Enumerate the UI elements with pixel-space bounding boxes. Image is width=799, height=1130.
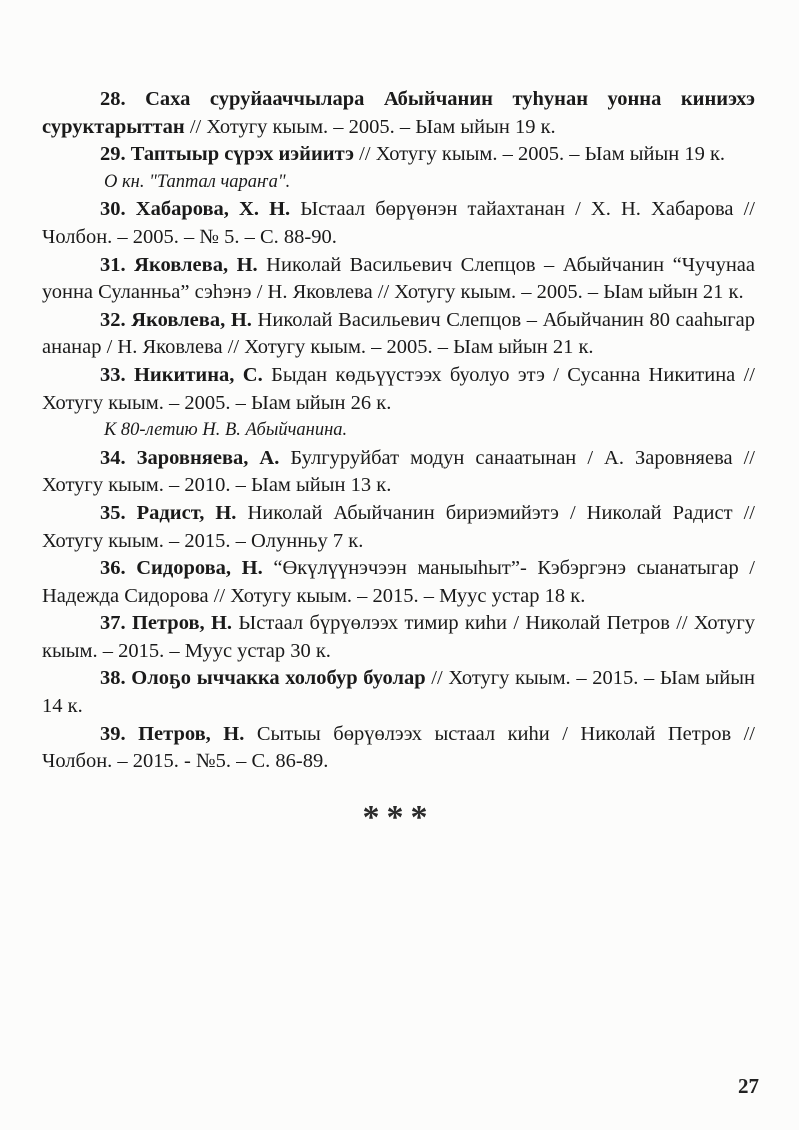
entry-number: 31. — [100, 253, 126, 276]
entry-title: Петров, Н. — [138, 722, 245, 745]
entry-source: “Өкүлүүнэчээн маныыһыт”- Кэбэргэнэ сыанатыгар / Надежда Сидорова // Хотугу кыым. – 2015. – Муус устар 18 к. — [42, 557, 755, 607]
entry-heading — [100, 309, 252, 331]
entry-source: Николай Абыйчанин бириэмийэтэ / Николай Радист // Хотугу кыым. – 2015. – Олунньу 7 к. — [42, 501, 755, 552]
entry-source: Ыстаал бүрүөлээх тимир киһи / Николай Петров // Хотугу кыым. – 2015. – Муус устар 30 к. — [42, 612, 756, 662]
entry-source: Ыстаал бөрүөнэн тайахтанан / Х. Н. Хабарова // Чолбон. – 2005. – № 5. – С. 88-90. — [42, 198, 755, 248]
entry-title: Радист, Н. — [136, 501, 237, 524]
entry-title: Саха суруйааччылара Абыйчанин туһунан уонна киниэхэ суруктарыттан — [42, 88, 756, 138]
bibliography-entry-30 — [42, 196, 755, 251]
entry-number: 39. — [100, 722, 126, 745]
entry-note: О кн. "Таптал чараҥа". — [104, 171, 291, 192]
entry-source: Сытыы бөрүөлээх ыстаал киһи / Николай Петров // Чолбон. – 2015. - №5. – С. 86-89. — [42, 722, 755, 773]
entry-title: Петров, Н. — [131, 612, 233, 635]
entry-heading — [100, 557, 263, 579]
entry-number: 29. — [100, 143, 126, 166]
bibliography-entry-39 — [42, 721, 755, 776]
entry-title: Заровняева, А. — [136, 446, 280, 469]
entry-heading — [100, 254, 258, 276]
entry-number: 35. — [100, 501, 126, 524]
entry-title: Яковлева, Н. — [134, 253, 258, 276]
entry-heading — [100, 447, 279, 469]
entry-heading — [100, 723, 244, 745]
entry-title: Никитина, С. — [133, 363, 263, 386]
bibliography-entry-34 — [42, 445, 755, 500]
entry-number: 32. — [100, 308, 126, 331]
entry-heading — [100, 612, 232, 634]
bibliography-entry-37 — [42, 610, 755, 665]
bibliography-entry-35 — [42, 500, 755, 555]
entry-number: 30. — [100, 198, 126, 221]
entry-heading — [100, 364, 263, 386]
entry-number: 33. — [100, 363, 126, 386]
bibliography-entry-32 — [42, 307, 755, 362]
entry-number: 37. — [100, 612, 126, 635]
bibliography-entry-38 — [42, 665, 755, 720]
entry-heading — [100, 502, 236, 524]
entry-heading — [100, 198, 290, 220]
entry-title: Хабарова, Х. Н. — [135, 198, 291, 221]
entry-source: // Хотугу кыым. – 2005. – Ыам ыйын 19 к. — [184, 115, 556, 138]
bibliography-entry-31 — [42, 252, 755, 307]
entry-source: Николай Васильевич Слепцов – Абыйчанин “Чучунаа уонна Суланньа” сэһэнэ / Н. Яковлева // Хотугу кыым. – 2005. – Ыам ыйын 21 к. — [42, 253, 755, 304]
bibliography-entry-33 — [42, 362, 755, 417]
entry-source: // Хотугу кыым. – 2015. – Ыам ыйын 14 к. — [42, 667, 756, 718]
page-number: 27 — [738, 1074, 759, 1098]
entry-number: 34. — [100, 446, 126, 469]
entry-number: 38. — [100, 667, 126, 690]
bibliography-entry-29 — [42, 141, 755, 169]
entry-note: К 80-летию Н. В. Абыйчанина. — [104, 420, 348, 441]
entry-title: Яковлева, Н. — [131, 308, 252, 331]
entry-source: // Хотугу кыым. – 2005. – Ыам ыйын 19 к. — [354, 143, 726, 166]
bibliography-entry-36 — [42, 555, 755, 610]
entry-number: 28. — [100, 88, 126, 110]
entry-title: Таптыыр сүрэх иэйиитэ — [130, 143, 355, 166]
entry-source: Булгуруйбат модун санаатынан / А. Заровняева // Хотугу кыым. – 2010. – Ыам ыйын 13 к. — [42, 446, 755, 497]
entry-heading — [100, 143, 354, 165]
entry-source: Быдан көдьүүстээх буолуо этэ / Сусанна Никитина // Хотугу кыым. – 2005. – Ыам ыйын 26 к. — [42, 363, 756, 414]
bibliography-entry-28 — [42, 86, 755, 141]
entry-number: 36. — [100, 557, 126, 580]
entry-title: Сидорова, Н. — [136, 557, 263, 580]
entry-heading — [100, 667, 426, 689]
entry-source: Николай Васильевич Слепцов – Абыйчанин 80 сааһыгар ананар / Н. Яковлева // Хотугу кыым. – 2005. – Ыам ыйын 21 к. — [42, 308, 755, 359]
entry-title: Олоҕо ыччакка холобур буолар — [131, 667, 426, 690]
section-separator: *** — [362, 798, 435, 836]
